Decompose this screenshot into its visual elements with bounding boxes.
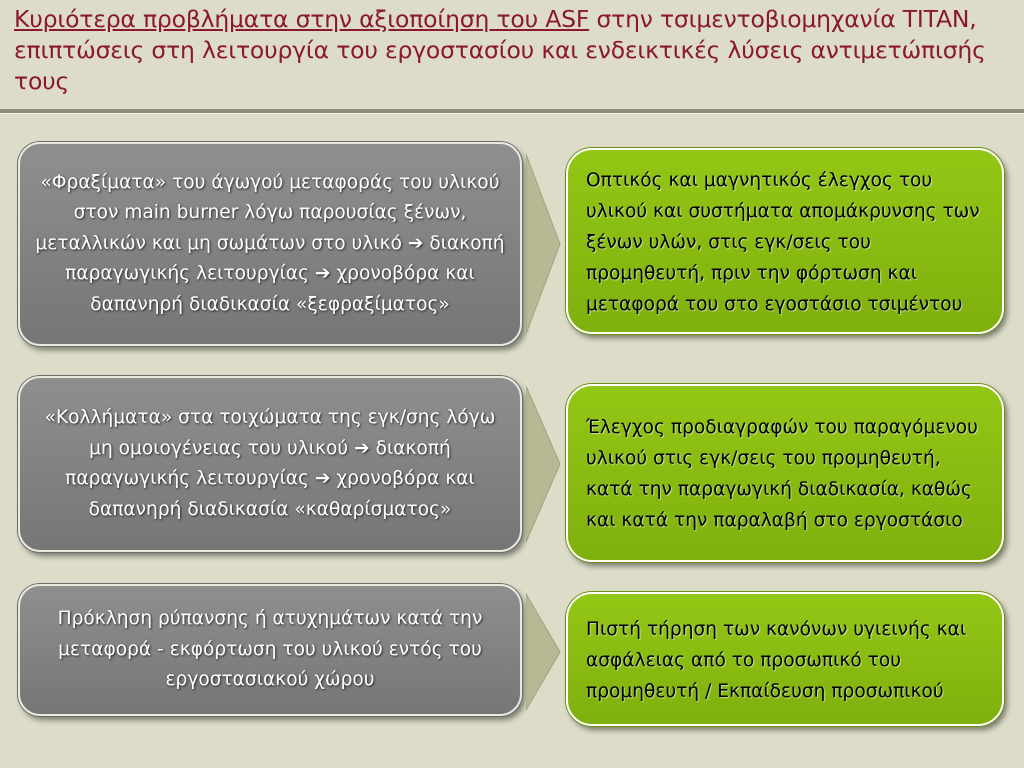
solution-text-3: Πιστή τήρηση των κανόνων υγιεινής και ασφάλειας από το προσωπικό του προμηθευτή / Εκπαίδευση προσωπικού — [586, 618, 967, 702]
problem-box-1 — [18, 142, 522, 346]
chevron-arrow-icon — [526, 140, 562, 348]
title-divider — [0, 109, 1024, 114]
problem-text-1: «Φραξίματα» του άγωγού μεταφοράς του υλικού στον main burner λόγω παρουσίας ξένων, μεταλλικών και μη σωμάτων στο υλικό ➔ διακοπή παραγωγικής λειτουργίας ➔ χρονοβόρα και δαπανηρή διαδικασία «ξεφραξίματος» — [35, 171, 505, 315]
solution-box-1 — [566, 148, 1004, 334]
page-title-underlined: Κυριότερα προβλήματα στην αξιοποίηση του ASF — [14, 5, 590, 33]
problem-box-2 — [18, 376, 522, 552]
page-title — [14, 4, 1014, 97]
page-title-rest: στην τσιμεντοβιομηχανία TITAN, επιπτώσεις στη λειτουργία του εργοστασίου και ενδεικτικές λύσεις αντιμετώπισής τους — [14, 5, 986, 95]
solution-box-3 — [566, 592, 1004, 726]
chevron-arrow-icon — [526, 374, 562, 554]
chevron-arrow-icon — [526, 584, 562, 720]
solution-text-1: Οπτικός και μαγνητικός έλεγχος του υλικού και συστήματα απομάκρυνσης των ξένων υλών, στις εγκ/σεις του προμηθευτή, πριν την φόρτωση και μεταφορά του στο εγοστάσιο τσιμέντου — [586, 169, 980, 315]
problem-box-3 — [18, 584, 522, 716]
solution-text-2: Έλεγχος προδιαγραφών του παραγόμενου υλικού στις εγκ/σεις του προμηθευτή, κατά την παραγωγική διαδικασία, καθώς και κατά την παραλαβή στο εργοστάσιο — [586, 417, 978, 531]
solution-box-2 — [566, 384, 1004, 562]
problem-text-2: «Κολλήματα» στα τοιχώματα της εγκ/σης λόγω μη ομοιογένειας του υλικού ➔ διακοπή παραγωγικής λειτουργίας ➔ χρονοβόρα και δαπανηρή διαδικασία «καθαρίσματος» — [44, 407, 496, 520]
problem-text-3: Πρόκληση ρύπανσης ή ατυχημάτων κατά την μεταφορά - εκφόρτωση του υλικού εντός του εργοστασιακού χώρου — [57, 608, 483, 691]
